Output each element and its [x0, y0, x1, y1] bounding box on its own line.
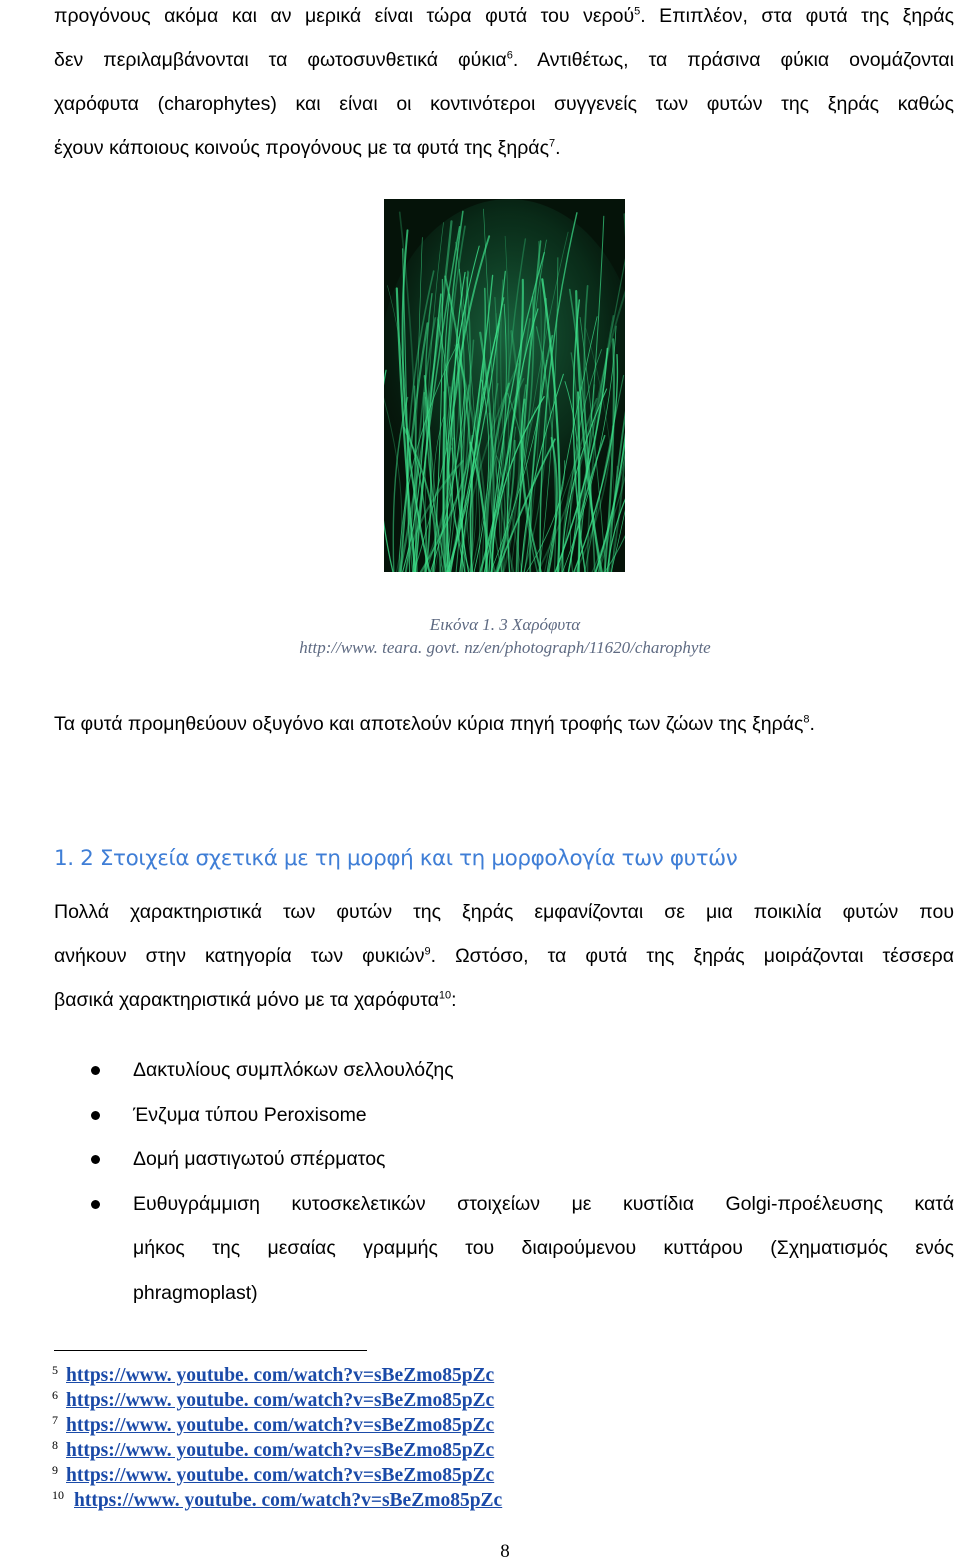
list-item: Ένζυμα τύπου Peroxisome [88, 1093, 954, 1138]
charophyte-illustration [384, 199, 625, 572]
figure-source: http://www. teara. govt. nz/en/photograph/11620/charophyte [299, 638, 711, 657]
figure-caption: Εικόνα 1. 3 Χαρόφυτα [429, 615, 581, 634]
list-item-line: Ευθυγράμμιση κυτοσκελετικών στοιχείων με κυστίδια Golgi-προέλευσης κατά [133, 1192, 954, 1215]
section-paragraph [54, 890, 954, 1022]
section-line-2: ανήκουν στην κατηγορία των φυκιών$^9$. Ωστόσο, τα φυτά της ξηράς μοιράζονται τέσσερα [54, 945, 954, 967]
intro-line-1: προγόνους ακόμα και αν μερικά είναι τώρα φυτά του νερού$^5$. Επιπλέον, στα φυτά της ξηράς [54, 5, 954, 27]
intro-line-2: δεν περιλαμβάνονται τα φωτοσυνθετικά φύκια$^6$. Αντιθέτως, τα πράσινα φύκια ονομάζονται [54, 49, 954, 71]
oxygen-paragraph [54, 702, 954, 746]
section-line-3: βασικά χαρακτηριστικά μόνο με τα χαρόφυτα$^{10}$: [54, 989, 457, 1011]
charophyte-photo [384, 199, 625, 572]
footnote-number: 5 [52, 1363, 58, 1377]
page-number: 8 [500, 1541, 510, 1562]
footnote-number: 6 [52, 1388, 58, 1402]
footnote-link[interactable]: https://www. youtube. com/watch?v=sBeZmo85pZc [66, 1365, 495, 1386]
intro-paragraph [54, 0, 954, 170]
bullet-icon [91, 1111, 100, 1120]
footnote-link[interactable]: https://www. youtube. com/watch?v=sBeZmo85pZc [66, 1465, 495, 1486]
footnote-link[interactable]: https://www. youtube. com/watch?v=sBeZmo85pZc [66, 1390, 495, 1411]
intro-line-3: χαρόφυτα (charophytes) και είναι οι κοντινότεροι συγγενείς των φυτών της ξηράς καθώς [54, 93, 954, 115]
footnote-link[interactable]: https://www. youtube. com/watch?v=sBeZmo85pZc [66, 1415, 495, 1436]
bullet-icon [91, 1066, 100, 1075]
characteristics-list [88, 1048, 954, 1315]
footnote-separator [54, 1350, 367, 1351]
footnote-link[interactable]: https://www. youtube. com/watch?v=sBeZmo85pZc [74, 1490, 503, 1511]
list-item: Δακτυλίους συμπλόκων σελλουλόζης [88, 1048, 954, 1093]
footnote-link[interactable]: https://www. youtube. com/watch?v=sBeZmo85pZc [66, 1440, 495, 1461]
oxygen-line: Τα φυτά προμηθεύουν οξυγόνο και αποτελούν κύρια πηγή τροφής των ζώων της ξηράς$^8$. [54, 713, 815, 735]
bullet-icon [91, 1200, 100, 1209]
list-item: Δομή μαστιγωτού σπέρματος [88, 1137, 954, 1182]
footnote-number: 8 [52, 1438, 58, 1452]
footnote-number: 9 [52, 1463, 58, 1477]
list-item-line: μήκος της μεσαίας γραμμής του διαιρούμενου κυττάρου (Σχηματισμός ενός [133, 1237, 954, 1259]
list-item-line: phragmoplast) [133, 1281, 258, 1304]
list-item [88, 1182, 954, 1316]
footnote-number: 7 [52, 1413, 58, 1427]
bullet-icon [91, 1155, 100, 1164]
section-line-1: Πολλά χαρακτηριστικά των φυτών της ξηράς εμφανίζονται σε μια ποικιλία φυτών που [54, 901, 954, 923]
section-heading: 1. 2 Στοιχεία σχετικά με τη μορφή και τη μορφολογία των φυτών [54, 846, 738, 871]
footnote-number: 10 [52, 1488, 64, 1502]
intro-line-4: έχουν κάποιους κοινούς προγόνους με τα φυτά της ξηράς$^7$. [54, 137, 561, 159]
